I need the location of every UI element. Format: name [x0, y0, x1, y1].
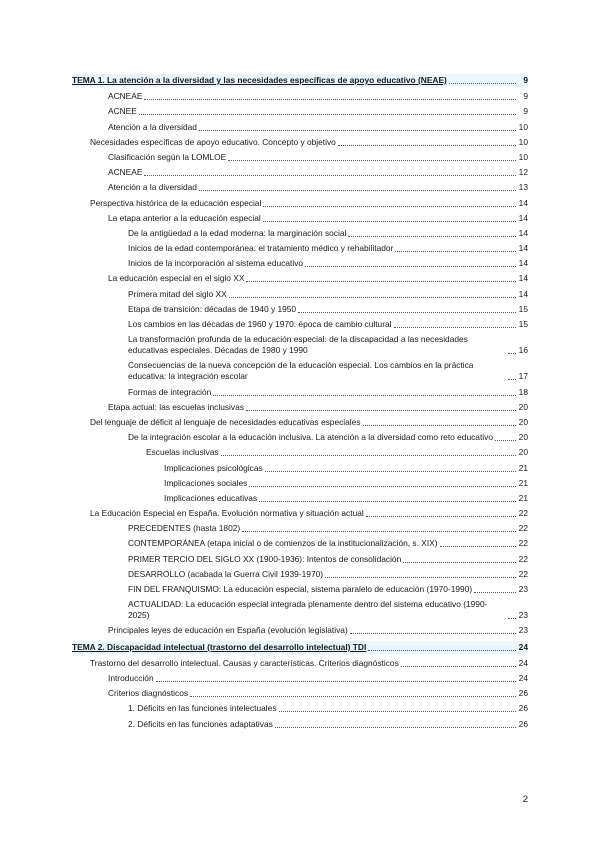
toc-entry[interactable]: [72, 152, 528, 163]
toc-leader-dots: [440, 546, 516, 547]
toc-leader-dots: [495, 440, 516, 441]
toc-leader-dots: [474, 592, 516, 593]
toc-entry[interactable]: [72, 334, 528, 356]
toc-entry-title: PRIMER TERCIO DEL SIGLO XX (1900-1936): Intentos de consolidación: [128, 553, 402, 564]
toc-entry-page: 24: [518, 657, 528, 668]
toc-leader-dots: [246, 281, 516, 282]
toc-entry-page: 13: [518, 182, 528, 193]
toc-entry-title: La etapa anterior a la educación especial: [108, 212, 261, 223]
toc-leader-dots: [401, 666, 516, 667]
toc-entry[interactable]: [72, 447, 528, 458]
toc-chapter-entry[interactable]: [72, 641, 528, 654]
toc-entry[interactable]: [72, 463, 528, 474]
toc-leader-dots: [508, 353, 516, 354]
toc-entry-page: 22: [518, 508, 528, 519]
toc-entry-title: TEMA 1. La atención a la diversidad y las necesidades específicas de apoyo educativo (NEAE): [72, 75, 447, 85]
toc-entry-page: 20: [518, 432, 528, 443]
toc-leader-dots: [350, 633, 516, 634]
toc-entry-title: Inicios de la edad contemporánea: el tratamiento médico y rehabilitador: [128, 243, 394, 254]
toc-entry[interactable]: [72, 137, 528, 148]
toc-leader-dots: [263, 206, 516, 207]
toc-entry-page: 14: [518, 212, 528, 223]
toc-leader-dots: [228, 160, 516, 161]
toc-entry-title: Los cambios en las décadas de 1960 y 1970: época de cambio cultural: [128, 319, 392, 329]
toc-entry-title: La Educación Especial en España. Evolución normativa y situación actual: [90, 508, 364, 519]
toc-entry-page: 22: [518, 568, 528, 579]
toc-entry-page: 10: [518, 121, 528, 132]
toc-entry-page: 9: [523, 91, 528, 102]
toc-entry-title: Clasificación según la LOMLOE: [108, 151, 227, 162]
toc-leader-dots: [156, 681, 516, 682]
toc-leader-dots: [449, 83, 516, 84]
toc-leader-dots: [325, 577, 516, 578]
toc-entry-page: 10: [518, 136, 528, 147]
toc-entry[interactable]: [72, 258, 528, 269]
toc-entry-page: 17: [518, 371, 528, 382]
toc-entry-title: Introducción: [108, 672, 154, 683]
toc-entry[interactable]: [72, 599, 528, 621]
toc-entry-page: 14: [518, 197, 528, 208]
toc-entry[interactable]: [72, 198, 528, 209]
toc-entry-title: Etapa de transición: décadas de 1940 y 1950: [128, 303, 297, 314]
toc-entry-page: 20: [518, 401, 528, 412]
toc-entry[interactable]: [72, 538, 528, 549]
toc-entry-page: 23: [518, 610, 528, 621]
toc-leader-dots: [242, 531, 516, 532]
toc-leader-dots: [213, 395, 516, 396]
toc-entry-page: 23: [518, 625, 528, 636]
toc-entry-title: 1. Déficits en las funciones intelectuales: [128, 703, 277, 714]
toc-entry-page: 24: [518, 672, 528, 683]
toc-leader-dots: [199, 190, 516, 191]
toc-leader-dots: [394, 327, 516, 328]
toc-leader-dots: [190, 696, 516, 697]
toc-leader-dots: [395, 251, 516, 252]
toc-entry[interactable]: [72, 417, 528, 428]
toc-entry-title: 2. Déficits en las funciones adaptativas: [128, 718, 273, 729]
toc-entry[interactable]: [72, 213, 528, 224]
toc-entry-title: Etapa actual: las escuelas inclusivas: [108, 401, 244, 412]
toc-leader-dots: [279, 711, 516, 712]
toc-leader-dots: [263, 221, 516, 222]
toc-entry-page: 14: [518, 258, 528, 269]
toc-entry-title: Necesidades específicas de apoyo educativo. Concepto y objetivo: [90, 136, 336, 147]
toc-entry[interactable]: [72, 584, 528, 595]
toc-entry-page: 15: [518, 303, 528, 314]
toc-entry-page: 18: [518, 386, 528, 397]
toc-entry-title: Trastorno del desarrollo intelectual. Causas y características. Criterios diagnósticos: [90, 657, 399, 668]
toc-entry-page: 22: [518, 538, 528, 549]
toc-entry-page: 22: [518, 523, 528, 534]
toc-entry-title: ACTUALIDAD: La educación especial integrada plenamente dentro del sistema educativo (1990-2025): [128, 599, 488, 621]
toc-entry[interactable]: [72, 360, 528, 382]
toc-entry-page: 26: [518, 703, 528, 714]
toc-entry[interactable]: [72, 402, 528, 413]
toc-entry-page: 14: [518, 288, 528, 299]
toc-entry-title: ACNEAE: [108, 167, 143, 178]
toc-entry-title: Atención a la diversidad: [108, 182, 197, 193]
toc-entry-title: De la integración escolar a la educación inclusiva. La atención a la diversidad como reto educativo: [128, 432, 493, 443]
toc-leader-dots: [221, 455, 516, 456]
toc-entry-title: PRECEDENTES (hasta 1802): [128, 523, 241, 534]
toc-leader-dots: [305, 266, 516, 267]
toc-entry-title: ACNEAE: [108, 91, 143, 102]
toc-leader-dots: [348, 236, 516, 237]
toc-leader-dots: [265, 471, 516, 472]
toc-leader-dots: [249, 486, 516, 487]
toc-entry-title: Implicaciones educativas: [164, 492, 258, 503]
toc-entry-title: FIN DEL FRANQUISMO: La educación especial, sistema paralelo de educación (1970-1990): [128, 584, 473, 594]
toc-leader-dots: [403, 562, 516, 563]
toc-leader-dots: [275, 727, 516, 728]
toc-entry-title: De la antigüedad a la edad moderna: la marginación social: [128, 227, 347, 238]
toc-leader-dots: [368, 650, 516, 651]
toc-entry-title: Primera mitad del siglo XX: [128, 288, 227, 299]
toc-entry-title: Consecuencias de la nueva concepción de la educación especial. Los cambios en la práctica educativa: la integración escolar: [128, 360, 474, 382]
toc-entry-title: Atención a la diversidad: [108, 121, 197, 132]
toc-chapter-entry[interactable]: [72, 74, 528, 87]
toc-entry-title: La transformación profunda de la educación especial: de la discapacidad a las necesidades educativas especiales. Décadas de 1980 y 1990: [128, 334, 468, 356]
toc-entry-page: 26: [518, 688, 528, 699]
toc-leader-dots: [199, 130, 516, 131]
toc-entry-page: 16: [518, 345, 528, 356]
toc-entry[interactable]: [72, 319, 528, 330]
toc-entry-page: 21: [518, 492, 528, 503]
toc-entry-title: La educación especial en el siglo XX: [108, 273, 245, 284]
toc-entry-page: 14: [518, 227, 528, 238]
toc-leader-dots: [246, 410, 516, 411]
table-of-contents: [72, 74, 528, 730]
toc-entry[interactable]: [72, 508, 528, 519]
toc-entry[interactable]: [72, 554, 528, 565]
toc-entry[interactable]: [72, 106, 528, 117]
toc-entry-page: 21: [518, 477, 528, 488]
toc-leader-dots: [139, 114, 516, 115]
toc-leader-dots: [508, 379, 516, 380]
toc-entry[interactable]: [72, 182, 528, 193]
toc-entry-title: Implicaciones sociales: [164, 477, 248, 488]
toc-entry[interactable]: [72, 625, 528, 636]
toc-entry[interactable]: [72, 228, 528, 239]
page-number: 2: [522, 794, 528, 805]
toc-entry[interactable]: [72, 289, 528, 300]
toc-leader-dots: [338, 145, 516, 146]
toc-entry-page: 20: [518, 416, 528, 427]
toc-leader-dots: [298, 312, 516, 313]
toc-entry-page: 23: [518, 584, 528, 594]
toc-entry-title: CONTEMPORÁNEA (etapa inicial o de comienzos de la institucionalización, s. XIX): [128, 538, 438, 549]
toc-entry-page: 24: [518, 641, 528, 652]
toc-leader-dots: [508, 618, 516, 619]
toc-leader-dots: [259, 501, 516, 502]
toc-entry-title: Implicaciones psicológicas: [164, 462, 263, 473]
toc-entry[interactable]: [72, 688, 528, 699]
toc-entry-title: Formas de integración: [128, 386, 212, 397]
toc-entry[interactable]: [72, 523, 528, 534]
toc-entry[interactable]: [72, 243, 528, 254]
toc-entry[interactable]: [72, 658, 528, 669]
toc-entry-title: Principales leyes de educación en España (evolución legislativa): [108, 625, 348, 636]
toc-entry-title: Inicios de la incorporación al sistema educativo: [128, 258, 304, 269]
toc-entry-page: 26: [518, 718, 528, 729]
toc-entry[interactable]: [72, 273, 528, 284]
toc-entry-page: 14: [518, 273, 528, 284]
toc-entry[interactable]: [72, 703, 528, 714]
toc-entry-page: 21: [518, 462, 528, 473]
toc-entry-page: 22: [518, 553, 528, 564]
toc-entry[interactable]: [72, 91, 528, 102]
toc-leader-dots: [229, 297, 516, 298]
toc-entry-title: Perspectiva histórica de la educación especial: [90, 197, 262, 208]
toc-leader-dots: [366, 516, 516, 517]
toc-entry-page: 10: [518, 151, 528, 162]
toc-entry-page: 15: [518, 319, 528, 329]
toc-entry-page: 9: [523, 75, 528, 85]
toc-entry-title: TEMA 2. Discapacidad intelectual (trastorno del desarrollo intelectual) TDI: [72, 641, 367, 652]
toc-leader-dots: [144, 99, 516, 100]
toc-entry-page: 9: [523, 106, 528, 117]
toc-entry[interactable]: [72, 304, 528, 315]
toc-leader-dots: [144, 175, 516, 176]
toc-entry-title: Del lenguaje de déficit al lenguaje de necesidades educativas especiales: [90, 416, 361, 427]
toc-entry[interactable]: [72, 122, 528, 133]
toc-entry-page: 20: [518, 447, 528, 458]
toc-entry-page: 12: [518, 167, 528, 178]
toc-entry-title: Escuelas inclusivas: [146, 447, 219, 458]
toc-entry[interactable]: [72, 478, 528, 489]
toc-entry[interactable]: [72, 387, 528, 398]
toc-leader-dots: [363, 425, 516, 426]
toc-entry[interactable]: [72, 493, 528, 504]
toc-entry-title: DESARROLLO (acabada la Guerra Civil 1939-1970): [128, 568, 324, 579]
toc-entry[interactable]: [72, 719, 528, 730]
toc-entry-page: 14: [518, 243, 528, 254]
toc-entry[interactable]: [72, 569, 528, 580]
toc-entry[interactable]: [72, 167, 528, 178]
toc-entry-title: ACNEE: [108, 106, 137, 117]
toc-entry[interactable]: [72, 432, 528, 443]
toc-entry-title: Criterios diagnósticos: [108, 688, 189, 699]
toc-entry[interactable]: [72, 673, 528, 684]
